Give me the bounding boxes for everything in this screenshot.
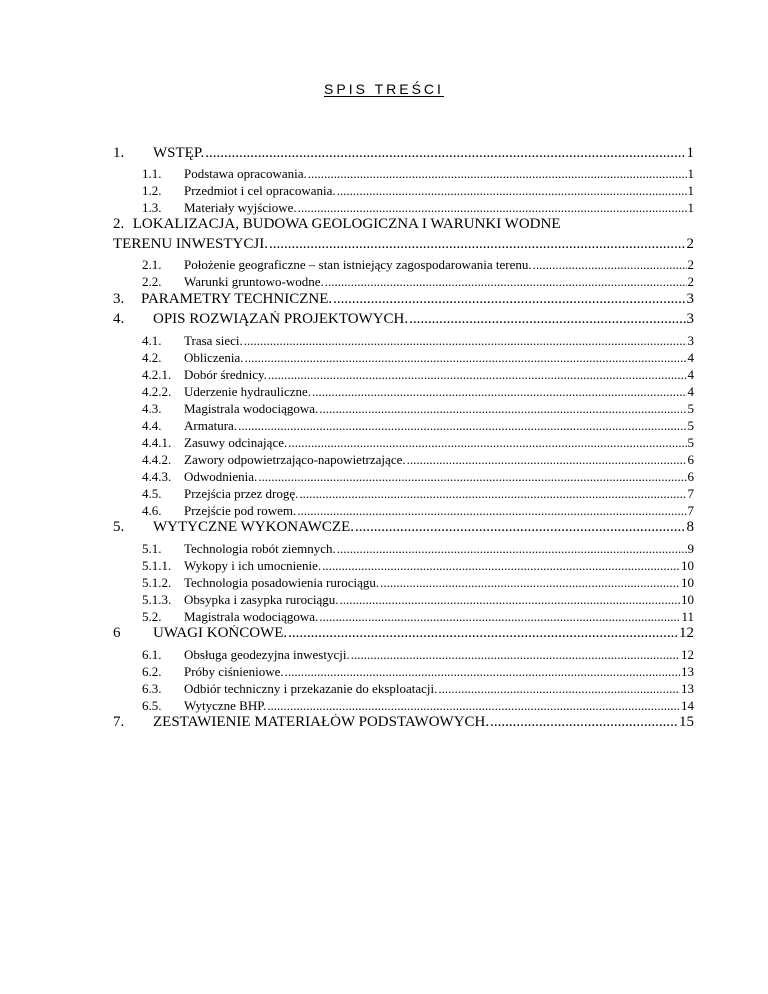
toc-page: 3 [686,311,694,327]
toc-number: 5. [113,519,125,535]
toc-page: 4 [687,384,694,399]
toc-page: 3 [687,333,694,348]
toc-text: TERENU INWESTYCJI. [113,236,268,252]
toc-number: 4.4.2. [142,452,172,467]
dot-leader [322,558,680,574]
toc-number: 6.5. [142,698,162,713]
toc-number: 5.1.3. [142,592,172,607]
toc-text: ZESTAWIENIE MATERIAŁÓW PODSTAWOWYCH. [153,714,490,730]
dot-leader [312,384,686,400]
toc-page: 2 [687,257,694,272]
dot-leader [340,592,680,608]
dot-leader [205,145,685,162]
toc-text: Magistrala wodociągowa. [184,609,319,624]
toc-text: Przejścia przez drogę. [184,486,299,501]
toc-text: PARAMETRY TECHNICZNE. [141,291,333,307]
toc-entry-5-1-2[interactable] [142,575,694,592]
toc-entry-5-1-1[interactable] [142,558,694,575]
dot-leader [438,681,680,697]
toc-page: 5 [687,435,694,450]
toc-text: Wytyczne BHP. [184,698,267,713]
toc-text: Trasa sieci. [184,333,243,348]
toc-entry-1-3[interactable] [142,200,694,217]
toc-text: Uderzenie hydrauliczne. [184,384,312,399]
dot-leader [380,575,680,591]
toc-title: SPIS TREŚCI [324,81,444,97]
toc-number: 1. [113,145,125,161]
toc-entry-2-line2[interactable] [113,236,694,256]
dot-leader [267,698,680,714]
toc-number: 5.2. [142,609,162,624]
toc-page: 12 [681,647,694,662]
toc-text: Dobór średnicy. [184,367,267,382]
toc-text: Odbiór techniczny i przekazanie do eksploatacji. [184,681,438,696]
toc-entry-6-1[interactable] [142,647,694,664]
toc-page: 13 [681,664,694,679]
toc-number: 4.3. [142,401,162,416]
toc-entry-4-5[interactable] [142,486,694,503]
toc-text: Zasuwy odcinające. [184,435,288,450]
toc-entry-3[interactable] [113,291,694,311]
toc-page: 6 [687,452,694,467]
toc-number: 4.4.1. [142,435,172,450]
dot-leader [533,257,687,273]
toc-number: 4.6. [142,503,162,518]
dot-leader [238,418,686,434]
dot-leader [308,166,687,182]
dot-leader [269,236,686,253]
toc-text: Obsługa geodezyjna inwestycji. [184,647,350,662]
dot-leader [245,350,687,366]
dot-leader [409,311,685,328]
toc-entry-5-2[interactable] [142,609,694,626]
toc-number: 1.2. [142,183,162,198]
toc-number: 2.2. [142,274,162,289]
toc-text: WSTĘP. [153,145,205,161]
toc-page: 15 [679,714,694,730]
toc-page: 2 [686,236,694,252]
toc-number: 6.2. [142,664,162,679]
toc-entry-4-2-2[interactable] [142,384,694,401]
toc-entry-2[interactable] [113,216,694,233]
toc-text: Obsypka i zasypka rurociągu. [184,592,339,607]
toc-page: 7 [687,486,694,501]
toc-text: Magistrala wodociągowa. [184,401,319,416]
toc-number: 3. [113,291,125,307]
dot-leader [333,291,685,308]
toc-number: 4.4. [142,418,162,433]
toc-number: 4.2.1. [142,367,172,382]
toc-entry-6-2[interactable] [142,664,694,681]
toc-number: 5.1. [142,541,162,556]
toc-page: 2 [687,274,694,289]
toc-page: 10 [681,592,694,607]
toc-number: 1.1. [142,166,162,181]
toc-page: 12 [679,625,694,641]
toc-number: 7. [113,714,125,730]
toc-page: 13 [681,681,694,696]
dot-leader [337,183,687,199]
dot-leader [490,714,678,731]
toc-entry-4-3[interactable] [142,401,694,418]
toc-number: 2. [113,216,125,232]
toc-page: 5 [687,418,694,433]
dot-leader [351,647,680,663]
toc-text: Technologia robót ziemnych. [184,541,336,556]
toc-entry-4-2-1[interactable] [142,367,694,384]
toc-text: Technologia posadowienia rurociągu. [184,575,380,590]
toc-page: 9 [687,541,694,556]
toc-entry-5-1-3[interactable] [142,592,694,609]
toc-page: 4 [687,367,694,382]
toc-text: OPIS ROZWIĄZAŃ PROJEKTOWYCH. [153,311,409,327]
toc-number: 6.3. [142,681,162,696]
toc-entry-4[interactable] [113,311,694,331]
toc-entry-5-1[interactable] [142,541,694,558]
dot-leader [325,274,687,290]
toc-text: LOKALIZACJA, BUDOWA GEOLOGICZNA I WARUNKI WODNE [132,216,561,232]
toc-entry-4-2[interactable] [142,350,694,367]
toc-page: 1 [687,166,694,181]
toc-entry-4-6[interactable] [142,503,694,520]
toc-number: 4.5. [142,486,162,501]
toc-page: 10 [681,575,694,590]
toc-page: 1 [687,183,694,198]
dot-leader [288,435,686,451]
toc-number: 6 [113,625,121,641]
toc-number: 4.4.3. [142,469,172,484]
toc-text: Zawory odpowietrzająco-napowietrzające. [184,452,406,467]
toc-text: Wykopy i ich umocnienie. [184,558,322,573]
toc-entry-7[interactable] [113,714,694,734]
dot-leader [319,401,686,417]
toc-page: 8 [686,519,694,535]
toc-page: 5 [687,401,694,416]
toc-text: Armatura. [184,418,238,433]
toc-entry-1-1[interactable] [142,166,694,183]
toc-entry-5[interactable] [113,519,694,539]
toc-number: 4.2. [142,350,162,365]
toc-entry-4-4[interactable] [142,418,694,435]
dot-leader [285,664,680,680]
toc-text: Położenie geograficzne – stan istniejący zagospodarowania terenu. [184,257,532,272]
toc-number: 5.1.1. [142,558,172,573]
toc-page: 4 [687,350,694,365]
toc-entry-4-4-1[interactable] [142,435,694,452]
dot-leader [337,541,687,557]
toc-number: 1.3. [142,200,162,215]
toc-page: 11 [681,609,694,624]
toc-number: 6.1. [142,647,162,662]
toc-entry-6[interactable] [113,625,694,645]
toc-page: 6 [687,469,694,484]
toc-entry-4-4-3[interactable] [142,469,694,486]
dot-leader [297,503,686,519]
toc-number: 5.1.2. [142,575,172,590]
toc-text: Przedmiot i cel opracowania. [184,183,336,198]
toc-page: 14 [681,698,694,713]
toc-text: Przejście pod rowem. [184,503,297,518]
toc-page: 1 [686,145,694,161]
dot-leader [258,469,686,485]
toc-page: 10 [681,558,694,573]
toc-entry-4-4-2[interactable] [142,452,694,469]
toc-text: Materiały wyjściowe. [184,200,297,215]
toc-text: UWAGI KOŃCOWE. [153,625,288,641]
dot-leader [288,625,678,642]
toc-entry-6-3[interactable] [142,681,694,698]
toc-entry-2-1[interactable] [142,257,694,274]
dot-leader [268,367,687,383]
dot-leader [407,452,687,468]
toc-entry-4-1[interactable] [142,333,694,350]
toc-entry-2-2[interactable] [142,274,694,291]
toc-page: 1 [687,200,694,215]
toc-entry-1[interactable] [113,145,694,165]
toc-page: 3 [686,291,694,307]
toc-number: 2.1. [142,257,162,272]
toc-text: Odwodnienia. [184,469,258,484]
toc-text: Próby ciśnieniowe. [184,664,284,679]
toc-text: Obliczenia. [184,350,244,365]
toc-text: Podstawa opracowania. [184,166,307,181]
toc-text-line1 [113,216,694,233]
toc-text: Warunki gruntowo-wodne. [184,274,324,289]
toc-number: 4.1. [142,333,162,348]
dot-leader [298,200,687,216]
toc-page: 7 [687,503,694,518]
toc-entry-1-2[interactable] [142,183,694,200]
toc-number: 4. [113,311,125,327]
toc-entry-6-5[interactable] [142,698,694,715]
toc-number: 4.2.2. [142,384,172,399]
dot-leader [299,486,686,502]
dot-leader [319,609,680,625]
dot-leader [244,333,687,349]
dot-leader [355,519,686,536]
toc-text: WYTYCZNE WYKONAWCZE. [153,519,354,535]
